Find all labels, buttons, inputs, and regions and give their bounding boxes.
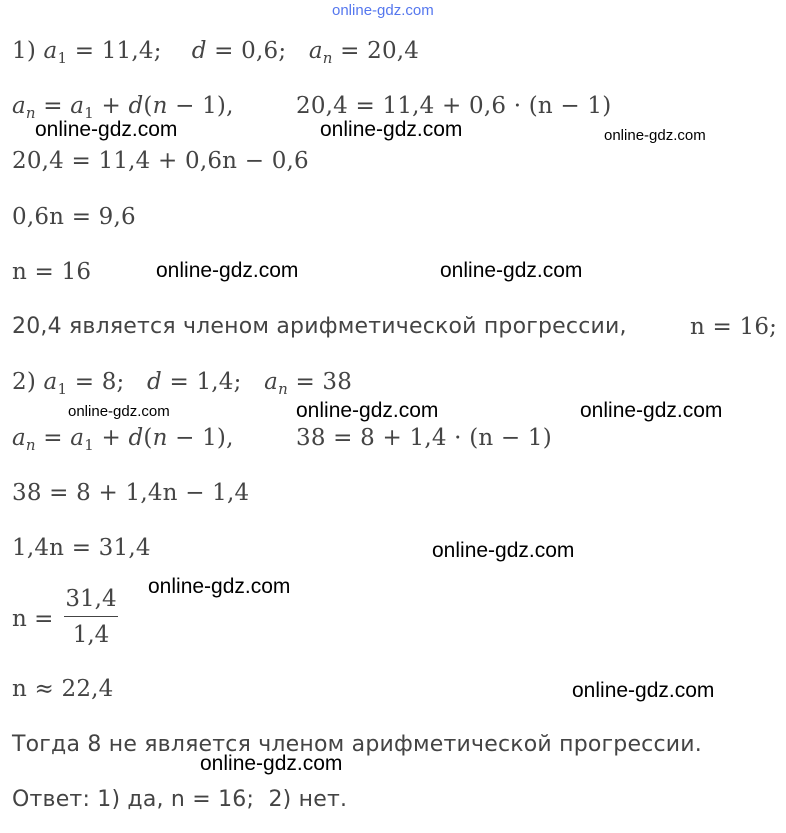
watermark: online-gdz.com [440, 259, 583, 282]
part2-conclusion: Тогда 8 не является членом арифметической прогрессии. [12, 732, 702, 757]
part1-step2: 0,6n = 9,6 [12, 204, 136, 230]
part1-step1: 20,4 = 11,4 + 0,6n − 0,6 [12, 148, 309, 174]
watermark: online-gdz.com [320, 118, 463, 141]
answer: Ответ: 1) да, n = 16; 2) нет. [12, 787, 348, 812]
part1-d: = 0,6; [214, 38, 287, 64]
part2-given: 2) $a_1 = 8$; d = 1,4; $a_n = 38$ [12, 369, 353, 398]
part2-step1: 38 = 8 + 1,4n − 1,4 [12, 480, 250, 506]
part2-formula: $a_n = a_1 + d(n - 1)$, [12, 425, 234, 454]
part1-conclusion-n: n = 16; [690, 314, 778, 340]
part1-conclusion: 20,4 является членом арифметической прогрессии, [12, 314, 627, 339]
part2-an: = 38 [295, 369, 353, 395]
part2-step4: n ≈ 22,4 [12, 676, 114, 702]
fraction-lhs: n = [12, 606, 54, 632]
fraction-numerator: 31,4 [65, 586, 117, 612]
watermark: online-gdz.com [148, 575, 291, 598]
part1-formula: $a_n = a_1 + d(n - 1)$, [12, 93, 234, 122]
part1-label: 1) [12, 38, 37, 64]
fraction-denominator: 1,4 [72, 622, 110, 648]
watermark: online-gdz.com [580, 399, 723, 422]
watermark: online-gdz.com [296, 399, 439, 422]
fraction-bar [64, 616, 118, 617]
part1-step3: n = 16 [12, 259, 92, 285]
part2-d: = 1,4; [169, 369, 242, 395]
part2-equation: 38 = 8 + 1,4 · (n − 1) [296, 425, 552, 451]
watermark: online-gdz.com [35, 118, 178, 141]
part1-equation: 20,4 = 11,4 + 0,6 · (n − 1) [296, 93, 612, 119]
part1-a1: = 11,4; [74, 38, 162, 64]
watermark: online-gdz.com [68, 403, 170, 420]
watermark: online-gdz.com [156, 259, 299, 282]
watermark: online-gdz.com [432, 539, 575, 562]
watermark: online-gdz.com [572, 679, 715, 702]
watermark: online-gdz.com [200, 752, 343, 775]
part2-label: 2) [12, 369, 37, 395]
part2-a1: = 8; [74, 369, 125, 395]
part1-an: = 20,4 [340, 38, 420, 64]
watermark: online-gdz.com [604, 127, 706, 144]
part2-step2: 1,4n = 31,4 [12, 535, 151, 561]
part1-given: 1) $a_1 = 11,4$; d = 0,6; $a_n = 20,4$ [12, 38, 420, 67]
watermark-top: online-gdz.com [332, 2, 434, 19]
